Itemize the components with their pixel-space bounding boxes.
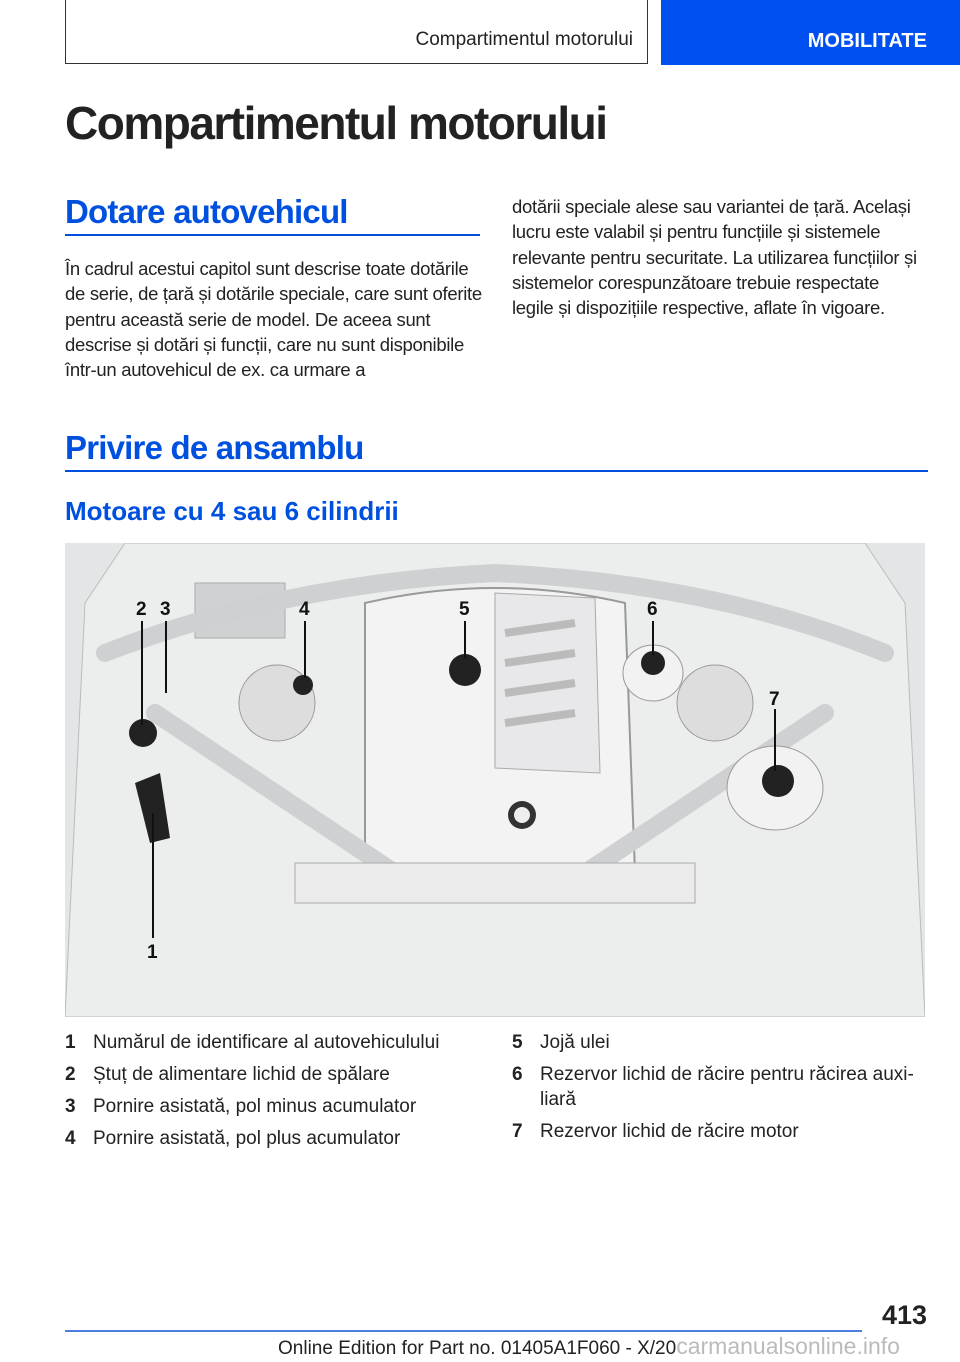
equipment-text-left: În cadrul acestui capitol sunt descrise toate dotările de serie, de țară și dotările speciale, care sunt oferite pentru această serie de model. De aceea sunt descrise și dotări și funcții, care nu sunt disponibile într-un autovehicul de ex. ca urmare a (65, 258, 482, 381)
legend-text: Jojă ulei (540, 1032, 610, 1053)
legend-list-right (512, 1030, 917, 1151)
legend-num: 2 (65, 1064, 76, 1085)
legend-item (512, 1062, 917, 1112)
overview-rule (65, 470, 928, 472)
legend-num: 4 (65, 1128, 76, 1149)
engine-subheading: Motoare cu 4 sau 6 cilindrii (65, 496, 399, 526)
callout-2: 2 (136, 599, 147, 620)
callout-6: 6 (647, 599, 658, 620)
legend-item (65, 1094, 475, 1119)
chapter-tab-label: MOBILITATE (807, 30, 927, 52)
legend-item (65, 1062, 475, 1087)
footer (278, 1333, 900, 1360)
equipment-text-right: dotării speciale alese sau variantei de țară. Același lucru este valabil și pentru funcțiile și sistemele relevante pentru securitate. La utilizarea funcțiilor și sistemelor corespunzătoare trebuie respectate legile și dispozițiile respective, aflate în vigoare. (512, 196, 917, 319)
header-chapter-tab (661, 0, 960, 65)
legend-text: Numărul de identificare al autovehiculului (93, 1032, 440, 1053)
callout-4: 4 (299, 599, 310, 620)
equipment-rule (65, 234, 480, 236)
legend-num: 5 (512, 1032, 523, 1053)
legend-num: 7 (512, 1121, 523, 1142)
legend-text: Pornire asistată, pol minus acumulator (93, 1096, 417, 1117)
legend-text: Rezervor lichid de răcire motor (540, 1121, 799, 1142)
header-section-title: Compartimentul motorului (415, 29, 633, 50)
legend-num: 6 (512, 1064, 523, 1085)
callout-7: 7 (769, 689, 780, 710)
legend-list-left (65, 1030, 475, 1158)
legend-text: Pornire asistată, pol plus acumulator (93, 1128, 401, 1149)
edition-text: Online Edition for Part no. 01405A1F060 - X/20 (278, 1338, 677, 1359)
legend-item (65, 1030, 475, 1055)
watermark: carmanualsonline.info (676, 1333, 900, 1359)
engine-compartment-image (65, 543, 925, 1017)
callout-5: 5 (459, 599, 470, 620)
legend-item (65, 1126, 475, 1151)
legend-item (512, 1030, 917, 1055)
header-box (65, 0, 648, 64)
legend-num: 1 (65, 1032, 76, 1053)
footer-rule (65, 1330, 862, 1332)
callout-3: 3 (160, 599, 171, 620)
page-number: 413 (881, 1300, 927, 1330)
legend-num: 3 (65, 1096, 76, 1117)
equipment-heading: Dotare autovehicul (65, 193, 348, 230)
legend-text: Rezervor lichid de răcire pentru răcirea auxiliară (540, 1064, 914, 1110)
legend-text: Ștuț de alimentare lichid de spălare (93, 1064, 390, 1085)
page-title: Compartimentul motorului (65, 97, 607, 149)
legend-item (512, 1119, 917, 1144)
overview-heading: Privire de ansamblu (65, 429, 364, 466)
callout-1: 1 (147, 942, 158, 963)
